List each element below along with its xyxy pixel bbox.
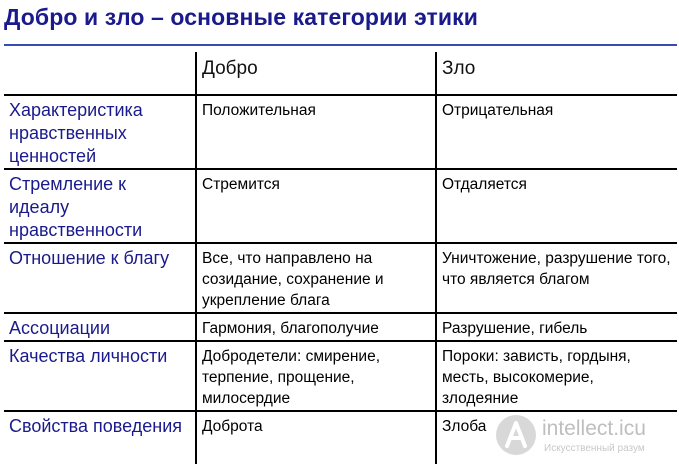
table-row [4,313,677,341]
evil-cell: Уничтожение, разрушение того, что является благом [436,243,677,313]
evil-cell: Отдаляется [436,169,677,243]
good-evil-table [4,52,677,464]
good-cell: Гармония, благополучие [196,313,436,341]
row-label: Свойства поведения [9,416,183,436]
watermark-tagline: Искусственный разум [544,443,645,454]
good-cell: Доброта [196,411,436,464]
title-underline [4,44,677,46]
row-label: Стремление к идеалу нравственности [4,169,196,243]
watermark-name: intellect.icu [542,417,646,440]
slide-title: Добро и зло – основные категории этики [4,4,478,30]
table-row [4,341,677,411]
good-cell: Все, что направлено на созидание, сохранение и укрепление блага [196,243,436,313]
evil-cell: Разрушение, гибель [436,313,677,341]
header-evil: Зло [436,52,677,95]
evil-cell: Злоба [442,418,487,435]
row-label: Характеристика нравственных ценностей [4,95,196,169]
row-label: Ассоциации [4,313,196,341]
header-good: Добро [196,52,436,95]
intellect-watermark [494,411,679,461]
table-row [4,95,677,169]
evil-cell: Пороки: зависть, гордыня, месть, высокомерие, злодеяние [436,341,677,411]
good-cell: Положительная [196,95,436,169]
table-row [4,243,677,313]
table-row [4,169,677,243]
stylized-a-logo-icon [494,413,538,457]
header-corner-cell [4,52,196,95]
row-label: Отношение к благу [4,243,196,313]
row-label: Качества личности [4,341,196,411]
good-cell: Добродетели: смирение, терпение, прощение, милосердие [196,341,436,411]
table-header-row [4,52,677,95]
evil-cell: Отрицательная [436,95,677,169]
good-cell: Стремится [196,169,436,243]
